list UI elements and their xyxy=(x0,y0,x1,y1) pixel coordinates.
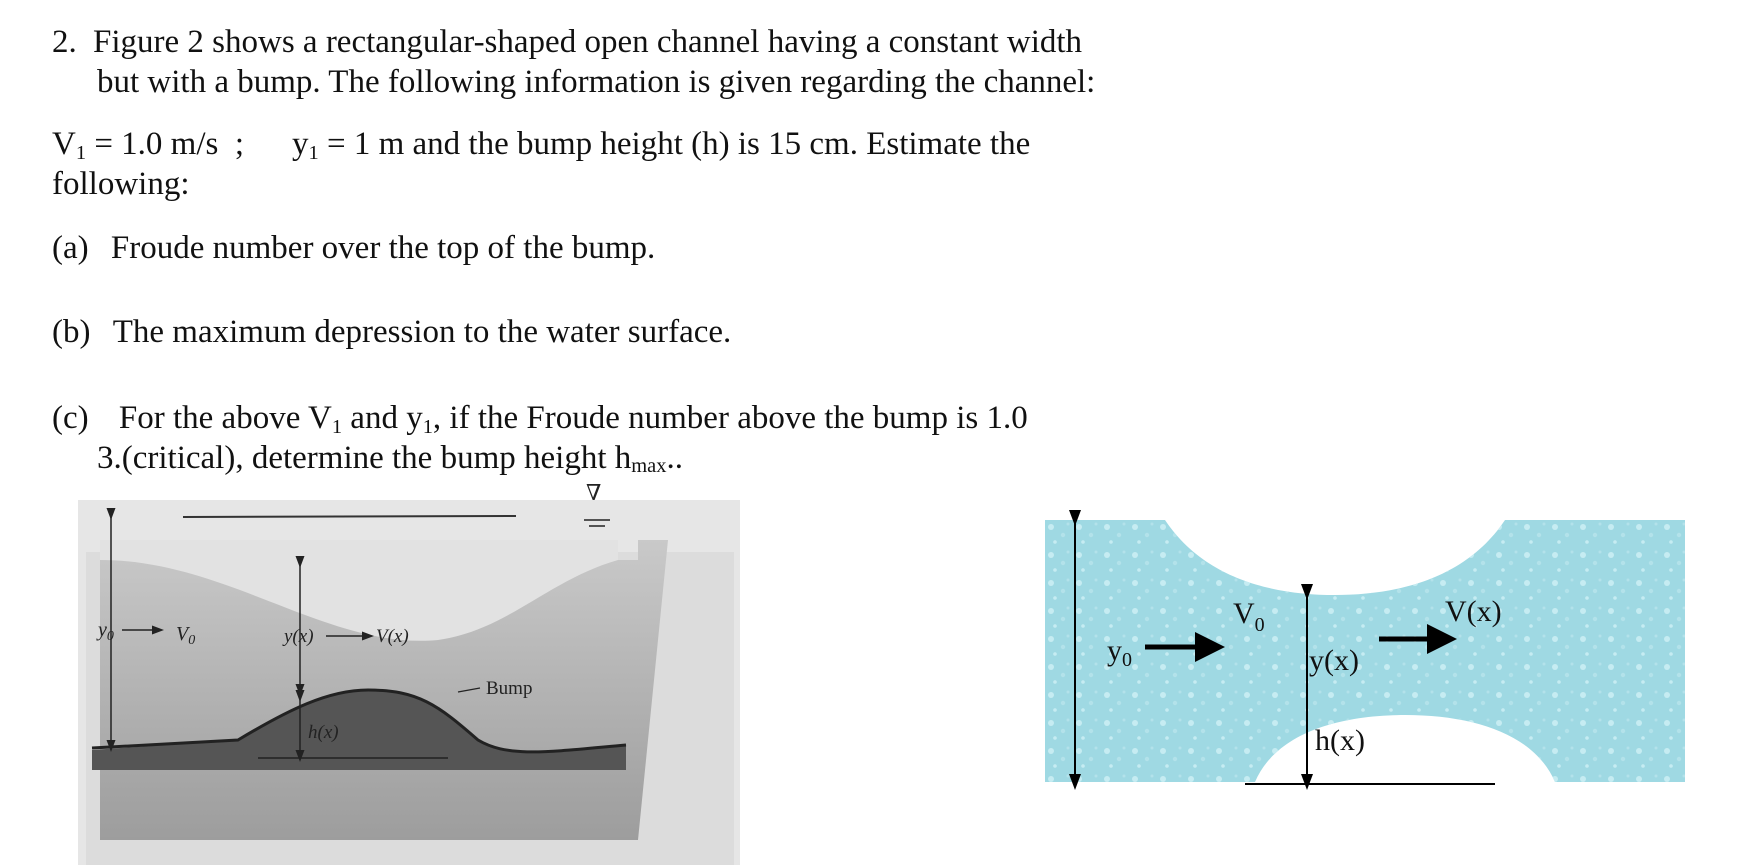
given-V: V xyxy=(52,126,76,162)
part-c-line1 xyxy=(52,398,1028,438)
given-y-sub: 1 xyxy=(308,142,319,165)
problem-intro-line2 xyxy=(97,62,1095,102)
right-label-yx: y(x) xyxy=(1309,644,1359,677)
given-V-value: = 1.0 m/s ; xyxy=(86,126,245,162)
left-label-yx: y(x) xyxy=(284,626,314,647)
part-b-text: The maximum depression to the water surface. xyxy=(112,314,732,350)
problem-intro-line1 xyxy=(52,22,1082,62)
given-line1 xyxy=(52,124,1030,164)
given-rest: = 1 m and the bump height (h) is 15 cm. Estimate the xyxy=(318,126,1031,162)
part-a-label: (a) xyxy=(52,230,89,266)
part-c-text-4: 3.(critical), determine the bump height h xyxy=(97,440,632,476)
figure-right-schematic xyxy=(1045,520,1685,825)
part-c-label: (c) xyxy=(52,400,89,436)
right-label-V0: $V_0$ xyxy=(1233,597,1265,636)
problem-intro-text-1: Figure 2 shows a rectangular-shaped open channel having a constant width xyxy=(93,24,1083,60)
part-c-line2 xyxy=(97,438,683,478)
given-line2 xyxy=(52,164,190,204)
left-label-hx: h(x) xyxy=(308,722,339,743)
part-c-sub-2: 1 xyxy=(422,416,433,439)
left-label-V0: $V_0$ xyxy=(176,623,196,648)
given-V-sub: 1 xyxy=(75,142,87,165)
right-label-hx: h(x) xyxy=(1315,724,1365,757)
part-c-hmax-sub: max xyxy=(631,455,667,478)
part-b xyxy=(52,312,731,352)
problem-number: 2. xyxy=(52,24,77,60)
given-y: y xyxy=(292,126,309,162)
part-c-text-2: and y xyxy=(342,400,423,436)
problem-intro-text-2: but with a bump. The following information is given regarding the channel: xyxy=(97,64,1096,100)
reference-surface-line xyxy=(183,516,516,517)
part-c-sub-1: 1 xyxy=(331,416,343,439)
part-c-text-3: , if the Froude number above the bump is 1.0 xyxy=(432,400,1028,436)
right-label-y0: $y_0$ xyxy=(1107,634,1132,671)
part-a xyxy=(52,228,655,268)
left-label-y0: $y_0$ xyxy=(98,619,114,644)
water-texture xyxy=(1045,520,1685,782)
part-a-text: Froude number over the top of the bump. xyxy=(110,230,656,266)
given-following: following: xyxy=(52,166,190,202)
left-label-Vx: V(x) xyxy=(376,626,409,647)
part-c-text-1: For the above V xyxy=(118,400,332,436)
figure-left-photo xyxy=(78,480,740,865)
part-b-label: (b) xyxy=(52,314,91,350)
free-surface-symbol: ∇ xyxy=(586,480,602,505)
right-label-Vx: V(x) xyxy=(1445,595,1502,628)
left-label-bump: Bump xyxy=(486,678,533,699)
part-c-end: .. xyxy=(666,440,683,476)
